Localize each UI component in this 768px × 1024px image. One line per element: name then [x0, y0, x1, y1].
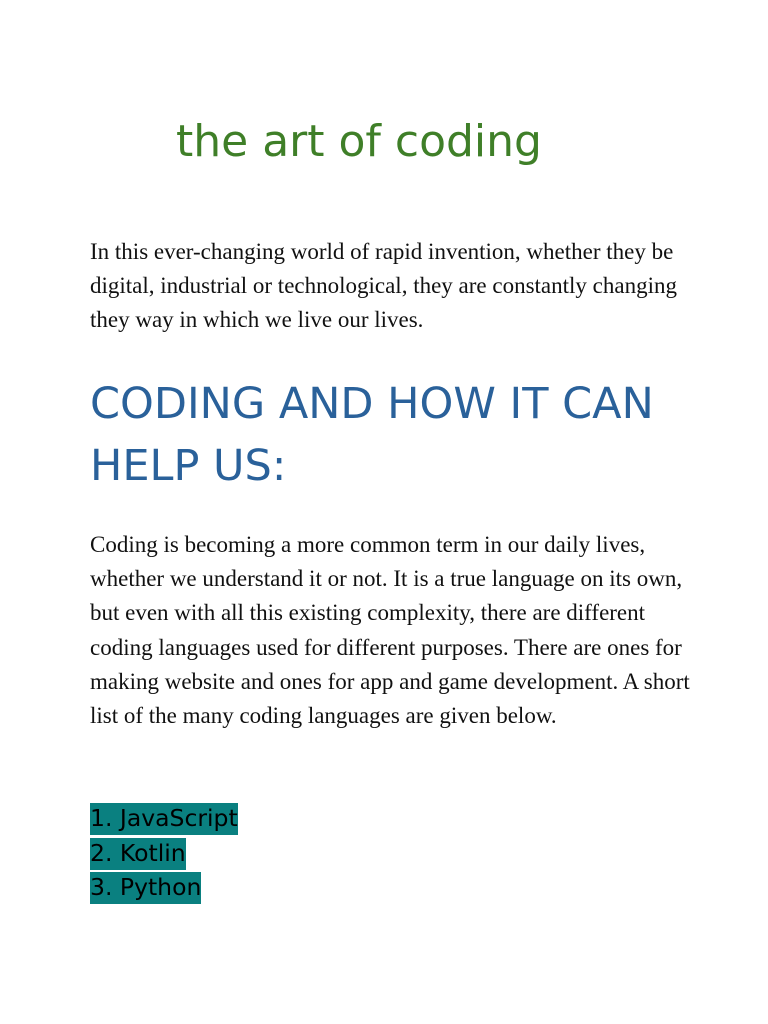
- list-item-label: 2. Kotlin: [90, 838, 186, 870]
- list-item-label: 1. JavaScript: [90, 803, 238, 835]
- coding-languages-list: [90, 801, 238, 905]
- body-paragraph: Coding is becoming a more common term in our daily lives, whether we understand it or not. It is a true language on its own, but even with all this existing complexity, there are different coding languages used for different purposes. There are ones for making website and ones for app and game development. A short list of the many coding languages are given below.: [90, 532, 690, 729]
- document-title: the art of coding: [176, 116, 542, 167]
- list-item: [90, 870, 238, 905]
- section-heading: CODING AND HOW IT CAN HELP US:: [90, 379, 654, 491]
- list-item: [90, 801, 238, 836]
- list-item-label: 3. Python: [90, 872, 201, 904]
- list-item: [90, 836, 238, 871]
- intro-paragraph: In this ever-changing world of rapid invention, whether they be digital, industrial or technological, they are constantly changing they way in which we live our lives.: [90, 239, 677, 333]
